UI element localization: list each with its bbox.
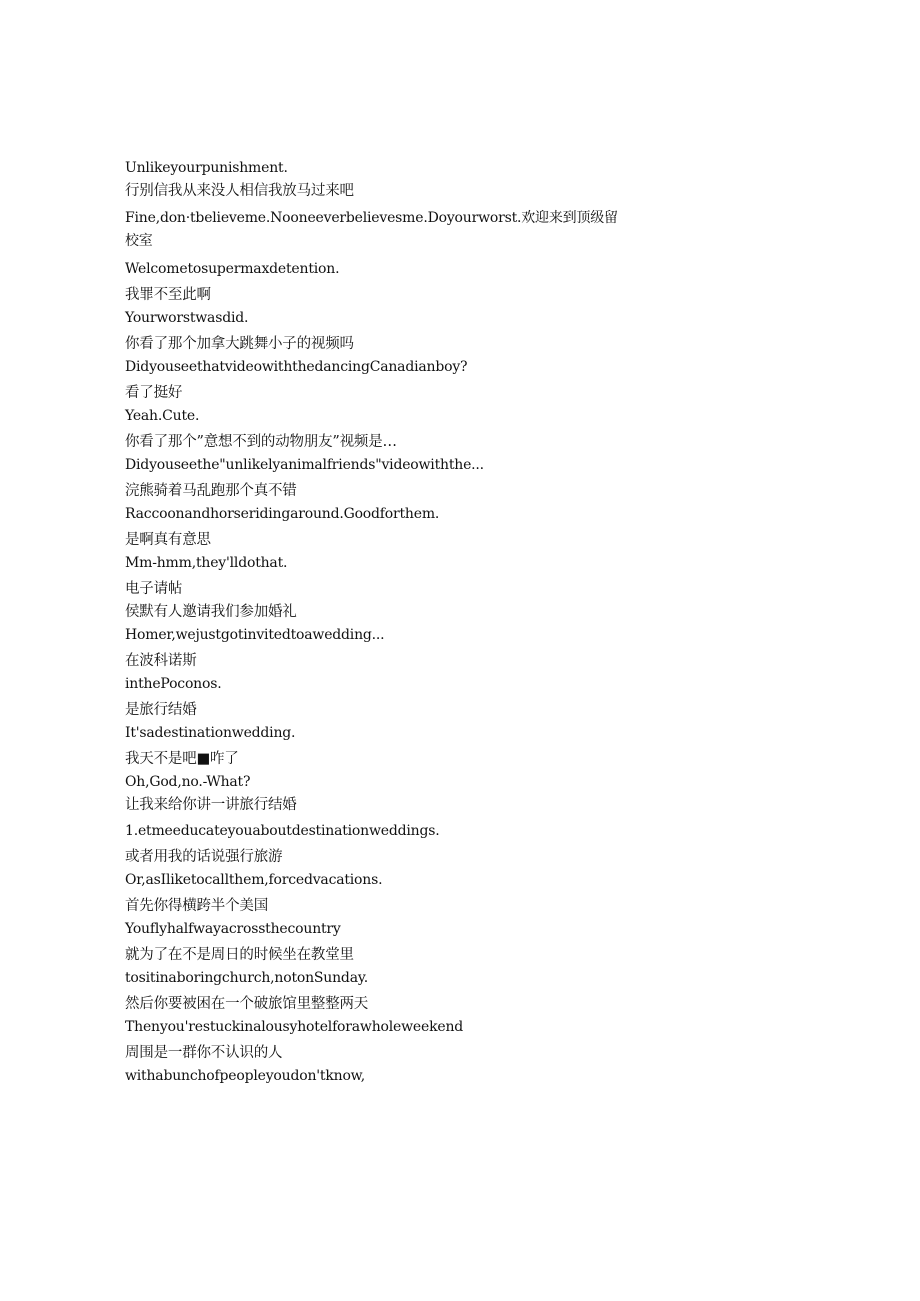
text-line: 我天不是吧■咋了 bbox=[125, 751, 239, 767]
text-line: 首先你得横跨半个美国 bbox=[125, 898, 268, 914]
text-line: Welcometosupermaxdetention. bbox=[125, 261, 340, 277]
text-line: 你看了那个”意想不到的动物朋友”视频是… bbox=[125, 434, 397, 450]
text-line: Unlikeyourpunishment. bbox=[125, 160, 288, 176]
text-line: tositinaboringchurch,notonSunday. bbox=[125, 970, 368, 986]
subtitle-document bbox=[125, 158, 645, 1086]
text-line: 电子请帖 bbox=[125, 581, 183, 597]
text-line: 侯默有人邀请我们参加婚礼 bbox=[125, 604, 297, 620]
text-line: Oh,God,no.-What? bbox=[125, 774, 251, 790]
text-line: 周围是一群你不认识的人 bbox=[125, 1045, 283, 1061]
text-line: 你看了那个加拿大跳舞小子的视频吗 bbox=[125, 336, 354, 352]
text-line: Yeah.Cute. bbox=[125, 408, 200, 424]
text-line: DidyouseethatvideowiththedancingCanadianboy? bbox=[125, 359, 468, 375]
text-line: 是啊真有意思 bbox=[125, 532, 211, 548]
text-line: 让我来给你讲一讲旅行结婚 bbox=[125, 797, 297, 813]
text-line: 我罪不至此啊 bbox=[125, 287, 211, 303]
text-line: inthePoconos. bbox=[125, 676, 222, 692]
text-line: It'sadestinationwedding. bbox=[125, 725, 296, 741]
text-line: 在波科诺斯 bbox=[125, 653, 197, 669]
text-line: Homer,wejustgotinvitedtoawedding... bbox=[125, 627, 385, 643]
text-line: Yourworstwasdid. bbox=[125, 310, 249, 326]
text-line: withabunchofpeopleyoudon'tknow, bbox=[125, 1068, 366, 1084]
text-line: 是旅行结婚 bbox=[125, 702, 197, 718]
text-line: Thenyou'restuckinalousyhotelforawholeweekend bbox=[125, 1019, 464, 1035]
text-line: Fine,don·tbelieveme.Nooneeverbelievesme.Doyourworst.欢迎来到顶级留校室 bbox=[125, 210, 618, 249]
text-line: Mm-hmm,they'lldothat. bbox=[125, 555, 288, 571]
text-line: 看了挺好 bbox=[125, 385, 183, 401]
text-line: 就为了在不是周日的时候坐在教堂里 bbox=[125, 947, 354, 963]
text-line: 然后你要被困在一个破旅馆里整整两天 bbox=[125, 996, 369, 1012]
text-line: 或者用我的话说强行旅游 bbox=[125, 849, 283, 865]
text-line: Raccoonandhorseridingaround.Goodforthem. bbox=[125, 506, 440, 522]
text-line: 1.etmeeducateyouaboutdestinationweddings. bbox=[125, 823, 440, 839]
text-line: Didyouseethe"unlikelyanimalfriends"videowiththe... bbox=[125, 457, 484, 473]
text-line: 行别信我从来没人相信我放马过来吧 bbox=[125, 183, 354, 199]
text-line: Or,asIliketocallthem,forcedvacations. bbox=[125, 872, 383, 888]
text-line: Youflyhalfwayacrossthecountry bbox=[125, 921, 341, 937]
text-line: 浣熊骑着马乱跑那个真不错 bbox=[125, 483, 297, 499]
